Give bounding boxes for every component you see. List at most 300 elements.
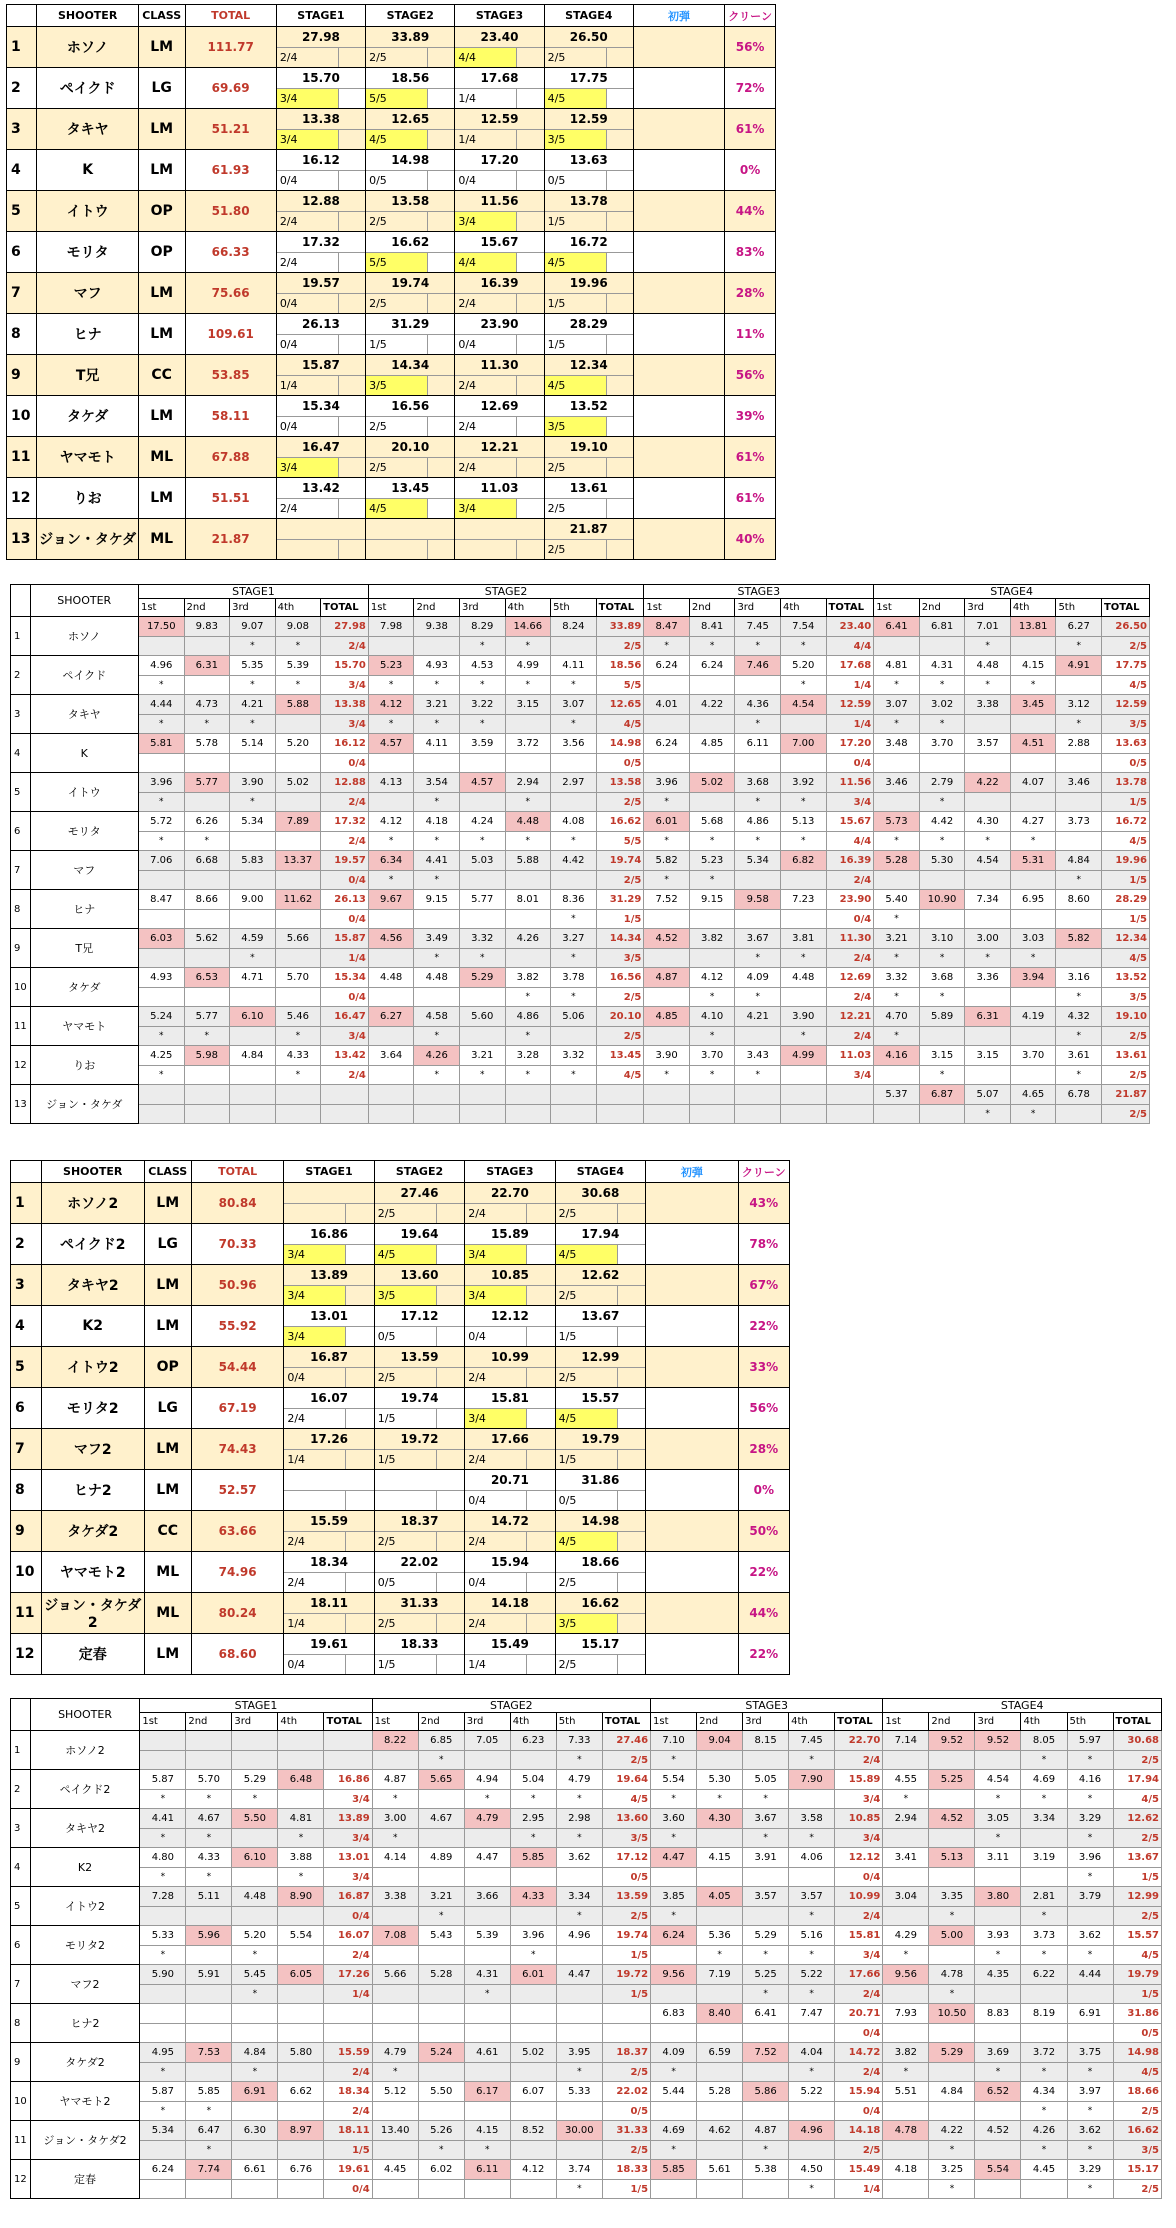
shooter-marks-row <box>11 1790 1162 1809</box>
row-number: 12 <box>11 1046 31 1085</box>
shooter-row <box>7 191 776 232</box>
stage-hits: 4/4 <box>455 253 517 272</box>
shot-time: 5.25 <box>743 1965 789 1985</box>
shooter-class: LM <box>144 1429 191 1470</box>
clean-mark: * <box>1010 949 1056 968</box>
clean-mark <box>697 1868 743 1887</box>
shooter-marks-row <box>11 2102 1162 2121</box>
shooter-marks-row <box>11 1066 1150 1085</box>
stage-hits: 1/5 <box>545 212 607 231</box>
shooter-name: ペイクド2 <box>30 1770 140 1809</box>
clean-mark <box>186 2180 232 2199</box>
shot-time: 8.24 <box>551 617 597 637</box>
clean-mark: * <box>651 1829 697 1848</box>
shooter-times-row <box>11 2043 1162 2063</box>
row-number: 5 <box>11 773 31 812</box>
clean-mark <box>232 2102 278 2121</box>
stage-time: 15.89 <box>465 1224 554 1245</box>
header-stage4: STAGE4 <box>883 1699 1162 1713</box>
clean-mark: * <box>232 2063 278 2082</box>
stage-hits: 5/5 <box>596 676 644 695</box>
sub-header-row <box>11 1713 1162 1731</box>
clean-mark <box>743 2180 789 2199</box>
stage-hits: 3/4 <box>455 499 517 518</box>
clean-mark <box>1056 910 1102 929</box>
shooter-row <box>7 27 776 68</box>
shot-time: 3.62 <box>1067 1926 1113 1946</box>
clean-mark: * <box>556 1829 602 1848</box>
shooter-name: ホソノ <box>37 27 138 68</box>
stage-total: 13.01 <box>324 1848 372 1868</box>
sub-header-shot: 1st <box>138 599 184 617</box>
shooter-marks-row <box>11 1907 1162 1926</box>
stage-time: 14.98 <box>556 1511 645 1532</box>
stage-total: 27.98 <box>321 617 369 637</box>
clean-mark: * <box>556 2063 602 2082</box>
clean-mark <box>965 1027 1011 1046</box>
shot-time: 2.98 <box>556 1809 602 1829</box>
clean-mark: * <box>1067 1868 1113 1887</box>
clean-mark <box>464 1907 510 1926</box>
shot-time: 5.30 <box>697 1770 743 1790</box>
clean-mark: * <box>789 1751 835 1770</box>
stage-hits: 3/4 <box>835 1946 883 1965</box>
stage-total: 12.59 <box>826 695 874 715</box>
stage-time: 15.87 <box>277 355 365 376</box>
shot-time: 3.36 <box>965 968 1011 988</box>
stage-time: 15.70 <box>277 68 365 89</box>
shot-time: 3.34 <box>1021 1809 1067 1829</box>
row-number: 4 <box>11 1848 31 1887</box>
clean-mark <box>697 2141 743 2160</box>
clean-mark <box>184 754 230 773</box>
stage-time: 14.98 <box>366 150 454 171</box>
shooter-row <box>7 519 776 560</box>
shot-time: 4.25 <box>138 1046 184 1066</box>
clean-mark: * <box>735 637 781 656</box>
clean-rate: 43% <box>738 1183 789 1224</box>
shot-time: 5.90 <box>140 1965 186 1985</box>
stage-hits: 2/5 <box>366 48 428 67</box>
shot-time: 4.84 <box>1056 851 1102 871</box>
shot-time: 5.02 <box>510 2043 556 2063</box>
sub-header-shot: 3rd <box>965 599 1011 617</box>
clean-mark <box>278 2024 324 2043</box>
stage-cell <box>284 1183 374 1224</box>
shot-time: 13.37 <box>275 851 321 871</box>
row-number: 12 <box>11 1634 42 1675</box>
shot-time: 5.23 <box>368 656 414 676</box>
shot-time: 4.50 <box>789 2160 835 2180</box>
shot-time: 4.67 <box>186 1809 232 1829</box>
stage-hits: 2/4 <box>324 2063 372 2082</box>
shooter-name: タキヤ2 <box>30 1809 140 1848</box>
clean-mark <box>551 1105 597 1124</box>
shooter-class: LM <box>144 1265 191 1306</box>
shot-time <box>232 2004 278 2024</box>
stage-total: 19.72 <box>602 1965 650 1985</box>
stage-cell <box>276 273 365 314</box>
shot-time: 4.54 <box>965 851 1011 871</box>
stage-time: 19.74 <box>366 273 454 294</box>
shooter-name: ホソノ2 <box>30 1731 140 1770</box>
clean-mark <box>1067 2024 1113 2043</box>
shot-time: 4.19 <box>1010 1007 1056 1027</box>
stage-time: 15.94 <box>465 1552 554 1573</box>
shooter-marks-row <box>11 2180 1162 2199</box>
stage-hits: 2/5 <box>375 1204 437 1223</box>
stage-hits: 3/4 <box>465 1409 527 1428</box>
stage-hits: 3/4 <box>321 676 369 695</box>
shot-time: 4.85 <box>644 1007 690 1027</box>
clean-mark <box>1021 1985 1067 2004</box>
shot-time: 4.34 <box>1021 2082 1067 2102</box>
stage-total: 15.70 <box>321 656 369 676</box>
shooter-name: T兄 <box>30 929 138 968</box>
stage-hits: 2/5 <box>375 1532 437 1551</box>
shot-time: 4.85 <box>689 734 735 754</box>
clean-mark <box>651 2024 697 2043</box>
clean-mark: * <box>1067 1751 1113 1770</box>
clean-mark <box>278 1790 324 1809</box>
clean-mark <box>372 1946 418 1965</box>
shot-time: 3.07 <box>874 695 920 715</box>
stage-cell <box>366 191 455 232</box>
stage-cell <box>555 1224 645 1265</box>
shot-time: 4.15 <box>464 2121 510 2141</box>
clean-mark <box>414 910 460 929</box>
stage-hits: 3/5 <box>596 949 644 968</box>
stage-cell <box>455 150 544 191</box>
shot-time: 4.12 <box>368 695 414 715</box>
shot-time: 5.24 <box>138 1007 184 1027</box>
shooter-class: LM <box>144 1634 191 1675</box>
row-number: 7 <box>11 851 31 890</box>
clean-mark: * <box>232 1985 278 2004</box>
clean-mark <box>689 793 735 812</box>
shot-time: 5.22 <box>789 2082 835 2102</box>
clean-mark: * <box>689 988 735 1007</box>
clean-mark <box>505 949 551 968</box>
shot-time: 6.48 <box>278 1770 324 1790</box>
shot-time: 4.45 <box>372 2160 418 2180</box>
clean-mark <box>929 1829 975 1848</box>
stage-hits: 3/4 <box>465 1245 527 1264</box>
shot-time: 3.54 <box>414 773 460 793</box>
stage-total: 13.59 <box>602 1887 650 1907</box>
shot-time: 4.70 <box>874 1007 920 1027</box>
shot-time: 6.10 <box>232 1848 278 1868</box>
shot-time: 4.31 <box>919 656 965 676</box>
stage-hits: 2/4 <box>835 1985 883 2004</box>
stage-hits: 0/5 <box>556 1491 618 1510</box>
shot-time: 5.66 <box>275 929 321 949</box>
stage-time: 22.02 <box>375 1552 464 1573</box>
stage-hits: 1/4 <box>455 89 517 108</box>
header-shooter: SHOOTER <box>41 1161 144 1183</box>
clean-mark: * <box>459 637 505 656</box>
shot-time: 6.34 <box>368 851 414 871</box>
stage-total: 19.74 <box>602 1926 650 1946</box>
shot-time <box>414 1085 460 1105</box>
stage-hits: 1/5 <box>545 294 607 313</box>
shot-time: 4.93 <box>138 968 184 988</box>
stage-total: 11.56 <box>826 773 874 793</box>
stage-time: 15.17 <box>556 1634 645 1655</box>
shot-time: 4.08 <box>551 812 597 832</box>
stage-cell <box>276 437 365 478</box>
stage-total: 16.86 <box>324 1770 372 1790</box>
shot-time: 4.41 <box>140 1809 186 1829</box>
stage-cell <box>544 437 633 478</box>
stage-total: 13.38 <box>321 695 369 715</box>
clean-mark <box>556 1868 602 1887</box>
clean-mark: * <box>551 988 597 1007</box>
stage-hits: 2/5 <box>1113 1829 1161 1848</box>
clean-mark <box>138 910 184 929</box>
shot-time: 5.82 <box>1056 929 1102 949</box>
shot-time <box>138 1085 184 1105</box>
clean-mark: * <box>459 1066 505 1085</box>
clean-mark <box>372 2102 418 2121</box>
stage-time: 15.59 <box>284 1511 373 1532</box>
shot-time: 7.45 <box>789 1731 835 1751</box>
stage-time: 20.71 <box>465 1470 554 1491</box>
clean-mark: * <box>232 1790 278 1809</box>
stage-time: 13.01 <box>284 1306 373 1327</box>
row-number: 10 <box>11 968 31 1007</box>
shot-time: 3.57 <box>789 1887 835 1907</box>
clean-mark: * <box>651 1907 697 1926</box>
clean-mark <box>929 1868 975 1887</box>
clean-mark <box>689 715 735 734</box>
shot-time: 5.39 <box>275 656 321 676</box>
shot-time: 4.81 <box>874 656 920 676</box>
stage-hits <box>284 1491 346 1510</box>
sub-header-shot: 2nd <box>186 1713 232 1731</box>
stage-cell <box>555 1511 645 1552</box>
stage-hits: 4/5 <box>1113 2063 1161 2082</box>
shooter-name: マフ <box>37 273 138 314</box>
stage-hits: 1/5 <box>375 1655 437 1674</box>
row-number: 10 <box>11 1552 42 1593</box>
sub-header-shot: 2nd <box>919 599 965 617</box>
shot-time: 9.83 <box>184 617 230 637</box>
shot-time: 3.85 <box>651 1887 697 1907</box>
shooter-row <box>11 1511 790 1552</box>
stage-hits: 5/5 <box>366 89 428 108</box>
clean-mark <box>232 1751 278 1770</box>
shooter-marks-row <box>11 871 1150 890</box>
stage-cell <box>544 478 633 519</box>
stage-total: 30.68 <box>1113 1731 1161 1751</box>
total-time: 51.21 <box>185 109 276 150</box>
shot-time: 4.53 <box>459 656 505 676</box>
shot-time: 4.42 <box>919 812 965 832</box>
stage-cell <box>276 478 365 519</box>
shot-time: 3.10 <box>919 929 965 949</box>
shot-time: 6.30 <box>232 2121 278 2141</box>
stage-hits <box>826 1105 874 1124</box>
shot-time: 5.83 <box>230 851 276 871</box>
shot-time: 5.86 <box>743 2082 789 2102</box>
clean-mark <box>780 988 826 1007</box>
stage-time: 14.72 <box>465 1511 554 1532</box>
shooter-times-row <box>11 1809 1162 1829</box>
clean-mark: * <box>929 2141 975 2160</box>
shot-time: 4.31 <box>464 1965 510 1985</box>
clean-mark: * <box>278 1829 324 1848</box>
shooter-name: ホソノ2 <box>41 1183 144 1224</box>
clean-mark: * <box>789 1985 835 2004</box>
clean-mark <box>874 1066 920 1085</box>
clean-mark <box>275 988 321 1007</box>
stage-hits: 2/5 <box>556 1204 618 1223</box>
stage-hits: 0/4 <box>455 171 517 190</box>
shooter-row <box>11 1306 790 1347</box>
clean-mark <box>464 2102 510 2121</box>
shot-time: 3.19 <box>1021 1848 1067 1868</box>
stage-cell <box>374 1593 464 1634</box>
clean-mark: * <box>275 1027 321 1046</box>
stage-total: 16.12 <box>321 734 369 754</box>
stage-total: 31.29 <box>596 890 644 910</box>
clean-mark <box>1010 1066 1056 1085</box>
stage-total: 33.89 <box>596 617 644 637</box>
stage-cell <box>374 1306 464 1347</box>
sub-header-total: TOTAL <box>324 1713 372 1731</box>
stage-hits: 5/5 <box>366 253 428 272</box>
shot-time: 6.27 <box>368 1007 414 1027</box>
clean-mark: * <box>414 832 460 851</box>
shot-time: 5.50 <box>232 1809 278 1829</box>
shot-time: 3.90 <box>644 1046 690 1066</box>
row-number: 3 <box>11 1265 42 1306</box>
first-shot-cell <box>633 314 724 355</box>
shot-time <box>735 1085 781 1105</box>
stage-time: 15.49 <box>465 1634 554 1655</box>
shot-time: 5.07 <box>965 1085 1011 1105</box>
clean-mark <box>138 949 184 968</box>
clean-mark <box>459 871 505 890</box>
stage-hits: 2/5 <box>602 2141 650 2160</box>
stage-total: 15.34 <box>321 968 369 988</box>
stage-hits: 3/5 <box>366 376 428 395</box>
sub-header-shot: 4th <box>278 1713 324 1731</box>
stage-time: 19.61 <box>284 1634 373 1655</box>
clean-rate: 83% <box>725 232 776 273</box>
stage-cell <box>465 1265 555 1306</box>
clean-mark <box>780 871 826 890</box>
shot-time: 3.35 <box>929 1887 975 1907</box>
first-shot-cell <box>646 1470 738 1511</box>
shot-time: 5.13 <box>780 812 826 832</box>
clean-mark: * <box>1021 1946 1067 1965</box>
stage-time: 23.90 <box>455 314 543 335</box>
clean-mark <box>464 1946 510 1965</box>
shot-time: 5.29 <box>743 1926 789 1946</box>
stage-hits: 0/5 <box>602 1868 650 1887</box>
shooter-name: ジョン・タケダ <box>37 519 138 560</box>
clean-mark <box>505 1105 551 1124</box>
shot-time: 5.02 <box>689 773 735 793</box>
clean-mark <box>644 1105 690 1124</box>
clean-mark <box>697 1751 743 1770</box>
header-no <box>11 1161 42 1183</box>
shot-time: 5.03 <box>459 851 505 871</box>
clean-mark <box>965 871 1011 890</box>
stage-total: 31.86 <box>1113 2004 1161 2024</box>
stage-cell <box>374 1347 464 1388</box>
clean-mark: * <box>651 1790 697 1809</box>
stage-hits: 4/5 <box>366 130 428 149</box>
clean-rate: 22% <box>738 1306 789 1347</box>
shot-time: 4.26 <box>505 929 551 949</box>
shot-time: 3.22 <box>459 695 505 715</box>
shot-time: 4.87 <box>644 968 690 988</box>
shot-time: 4.91 <box>1056 656 1102 676</box>
header-stage2: STAGE2 <box>372 1699 650 1713</box>
stage-hits: 2/4 <box>321 637 369 656</box>
clean-mark <box>556 2141 602 2160</box>
clean-mark <box>230 988 276 1007</box>
clean-mark: * <box>780 793 826 812</box>
shot-time: 4.33 <box>510 1887 556 1907</box>
clean-mark: * <box>186 2141 232 2160</box>
stage-time: 14.18 <box>465 1593 554 1614</box>
clean-mark <box>1010 637 1056 656</box>
stage-hits: 0/4 <box>835 1868 883 1887</box>
stage-total: 18.11 <box>324 2121 372 2141</box>
stage-cell <box>555 1388 645 1429</box>
clean-mark: * <box>735 1066 781 1085</box>
row-number: 4 <box>7 150 37 191</box>
sub-header-shot: 2nd <box>414 599 460 617</box>
shot-time: 6.11 <box>464 2160 510 2180</box>
shot-time: 4.52 <box>929 1809 975 1829</box>
sub-header-shot: 2nd <box>929 1713 975 1731</box>
sub-header-shot: 3rd <box>743 1713 789 1731</box>
clean-mark: * <box>735 715 781 734</box>
shooter-class: LM <box>138 314 185 355</box>
shot-time: 3.69 <box>975 2043 1021 2063</box>
stage-cell <box>455 519 544 560</box>
stage-time: 17.75 <box>545 68 633 89</box>
clean-mark: * <box>275 637 321 656</box>
clean-rate: 67% <box>738 1265 789 1306</box>
stage-total: 26.13 <box>321 890 369 910</box>
shot-time: 6.10 <box>230 1007 276 1027</box>
header-stage2: STAGE2 <box>374 1161 464 1183</box>
shot-time: 5.66 <box>372 1965 418 1985</box>
stage-hits: 2/4 <box>835 1907 883 1926</box>
clean-mark <box>1010 988 1056 1007</box>
shot-time: 30.00 <box>556 2121 602 2141</box>
stage-time: 23.40 <box>455 27 543 48</box>
stage-hits: 4/5 <box>1101 832 1149 851</box>
shot-time: 5.72 <box>138 812 184 832</box>
clean-mark: * <box>975 1829 1021 1848</box>
stage-time: 18.56 <box>366 68 454 89</box>
stage-time: 13.78 <box>545 191 633 212</box>
shot-time: 4.12 <box>689 968 735 988</box>
clean-mark <box>975 1985 1021 2004</box>
shot-time: 4.54 <box>780 695 826 715</box>
shot-time: 3.15 <box>965 1046 1011 1066</box>
stage-total: 12.65 <box>596 695 644 715</box>
shot-time: 8.22 <box>372 1731 418 1751</box>
clean-mark <box>551 793 597 812</box>
